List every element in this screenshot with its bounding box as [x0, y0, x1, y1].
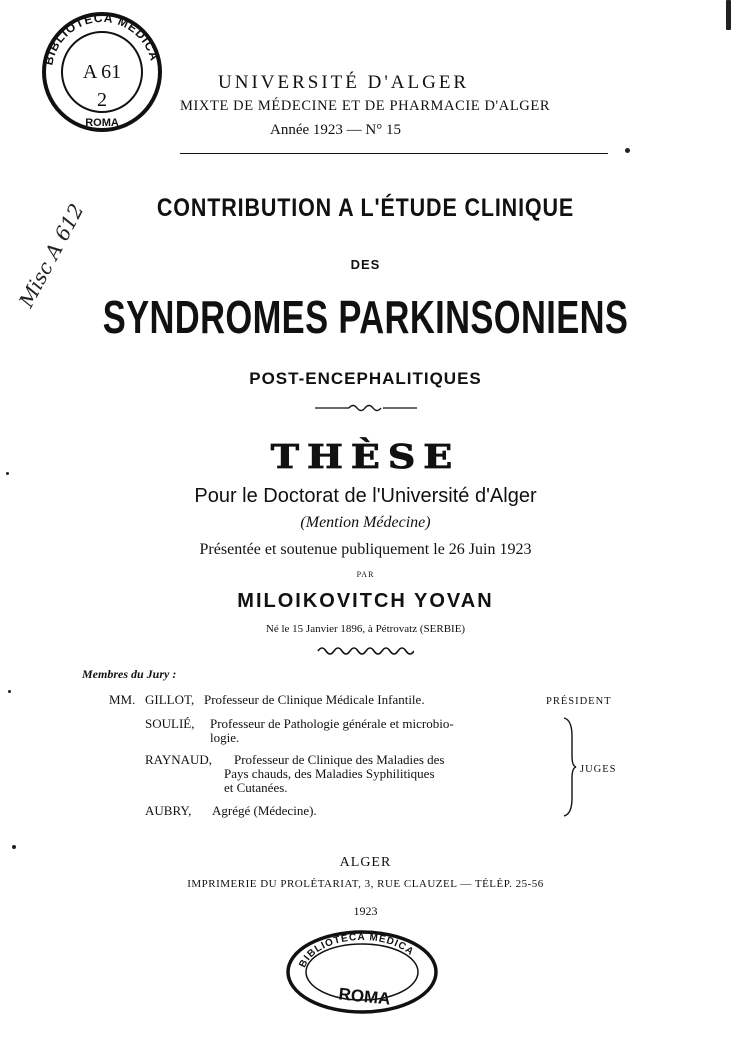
- jury-member-3-title-cont2: et Cutanées.: [224, 780, 288, 795]
- thesis-heading: THÈSE: [270, 437, 461, 476]
- year-number: Année 1923 — N° 15: [270, 122, 401, 138]
- author-birth: Né le 15 Janvier 1896, à Pétrovatz (SERBIE): [265, 623, 466, 635]
- footer-printer: IMPRIMERIE DU PROLÉTARIAT, 3, RUE CLAUZEL — TÉLÉP. 25-56: [187, 878, 544, 890]
- library-stamp-top: [38, 8, 166, 136]
- stamp-top-line1: A 61: [82, 61, 122, 83]
- jury-member-3-title-cont: Pays chauds, des Maladies Syphilitiques: [224, 766, 435, 781]
- title-line2: DES: [350, 257, 381, 272]
- stamp-bottom-city: ROMA: [337, 984, 392, 1009]
- stamp-top-bottom: ROMA: [85, 117, 119, 129]
- thesis-presented: Présentée et soutenue publiquement le 26 Juin 1923: [199, 541, 532, 558]
- header-rule: [180, 153, 608, 154]
- scan-speck: [625, 148, 630, 153]
- library-stamp-bottom: [282, 922, 442, 1014]
- author-name: MILOIKOVITCH YOVAN: [237, 590, 494, 612]
- title-subtitle: POST-ENCEPHALITIQUES: [249, 369, 482, 388]
- jury-member-3-title: Professeur de Clinique des Maladies des: [234, 752, 445, 767]
- footer-city: ALGER: [339, 855, 392, 870]
- jury-member-1-name: GILLOT,: [145, 692, 195, 707]
- jury-member-1-title: Professeur de Clinique Médicale Infantile.: [204, 692, 425, 707]
- svg-text:BIBLIOTECA MEDICA: [41, 11, 161, 67]
- title-main: SYNDROMES PARKINSONIENS: [102, 291, 629, 343]
- stamp-top-ring-text: BIBLIOTECA MEDICA: [41, 10, 162, 67]
- jury-member-4-name: AUBRY,: [145, 803, 192, 818]
- jury-president-label: PRÉSIDENT: [546, 696, 612, 707]
- ornament-rule-2: [316, 645, 414, 657]
- footer-year: 1923: [353, 904, 378, 918]
- stamp-top-line2: 2: [97, 89, 107, 111]
- faculty-name: MIXTE DE MÉDECINE ET DE PHARMACIE D'ALGER: [180, 98, 551, 114]
- jury-member-3-name: RAYNAUD,: [145, 752, 213, 767]
- ornament-rule-1: [313, 402, 419, 414]
- scan-edge-mark: [726, 0, 731, 30]
- judges-brace: [560, 716, 578, 818]
- university-name: UNIVERSITÉ D'ALGER: [218, 72, 470, 93]
- jury-member-4-title: Agrégé (Médecine).: [212, 803, 317, 818]
- jury-member-2-title: Professeur de Pathologie générale et microbio-: [210, 716, 454, 731]
- jury-mm: MM.: [109, 692, 136, 707]
- stamp-bottom-ring-text: BIBLIOTECA MEDICA: [297, 931, 417, 970]
- thesis-mention: (Mention Médecine): [300, 514, 431, 531]
- thesis-purpose: Pour le Doctorat de l'Université d'Alger: [194, 485, 537, 507]
- scan-speck: [12, 845, 16, 849]
- title-line1: CONTRIBUTION A L'ÉTUDE CLINIQUE: [156, 194, 575, 222]
- scan-speck: [8, 690, 11, 693]
- jury-member-2-name: SOULIÉ,: [145, 716, 195, 731]
- handwritten-shelfmark: Misc A 612: [14, 199, 89, 312]
- scan-speck: [6, 472, 9, 475]
- jury-judges-label: JUGES: [580, 764, 617, 775]
- jury-heading: Membres du Jury :: [82, 667, 177, 681]
- thesis-par: PAR: [356, 570, 375, 579]
- jury-member-2-title-cont: logie.: [210, 730, 240, 745]
